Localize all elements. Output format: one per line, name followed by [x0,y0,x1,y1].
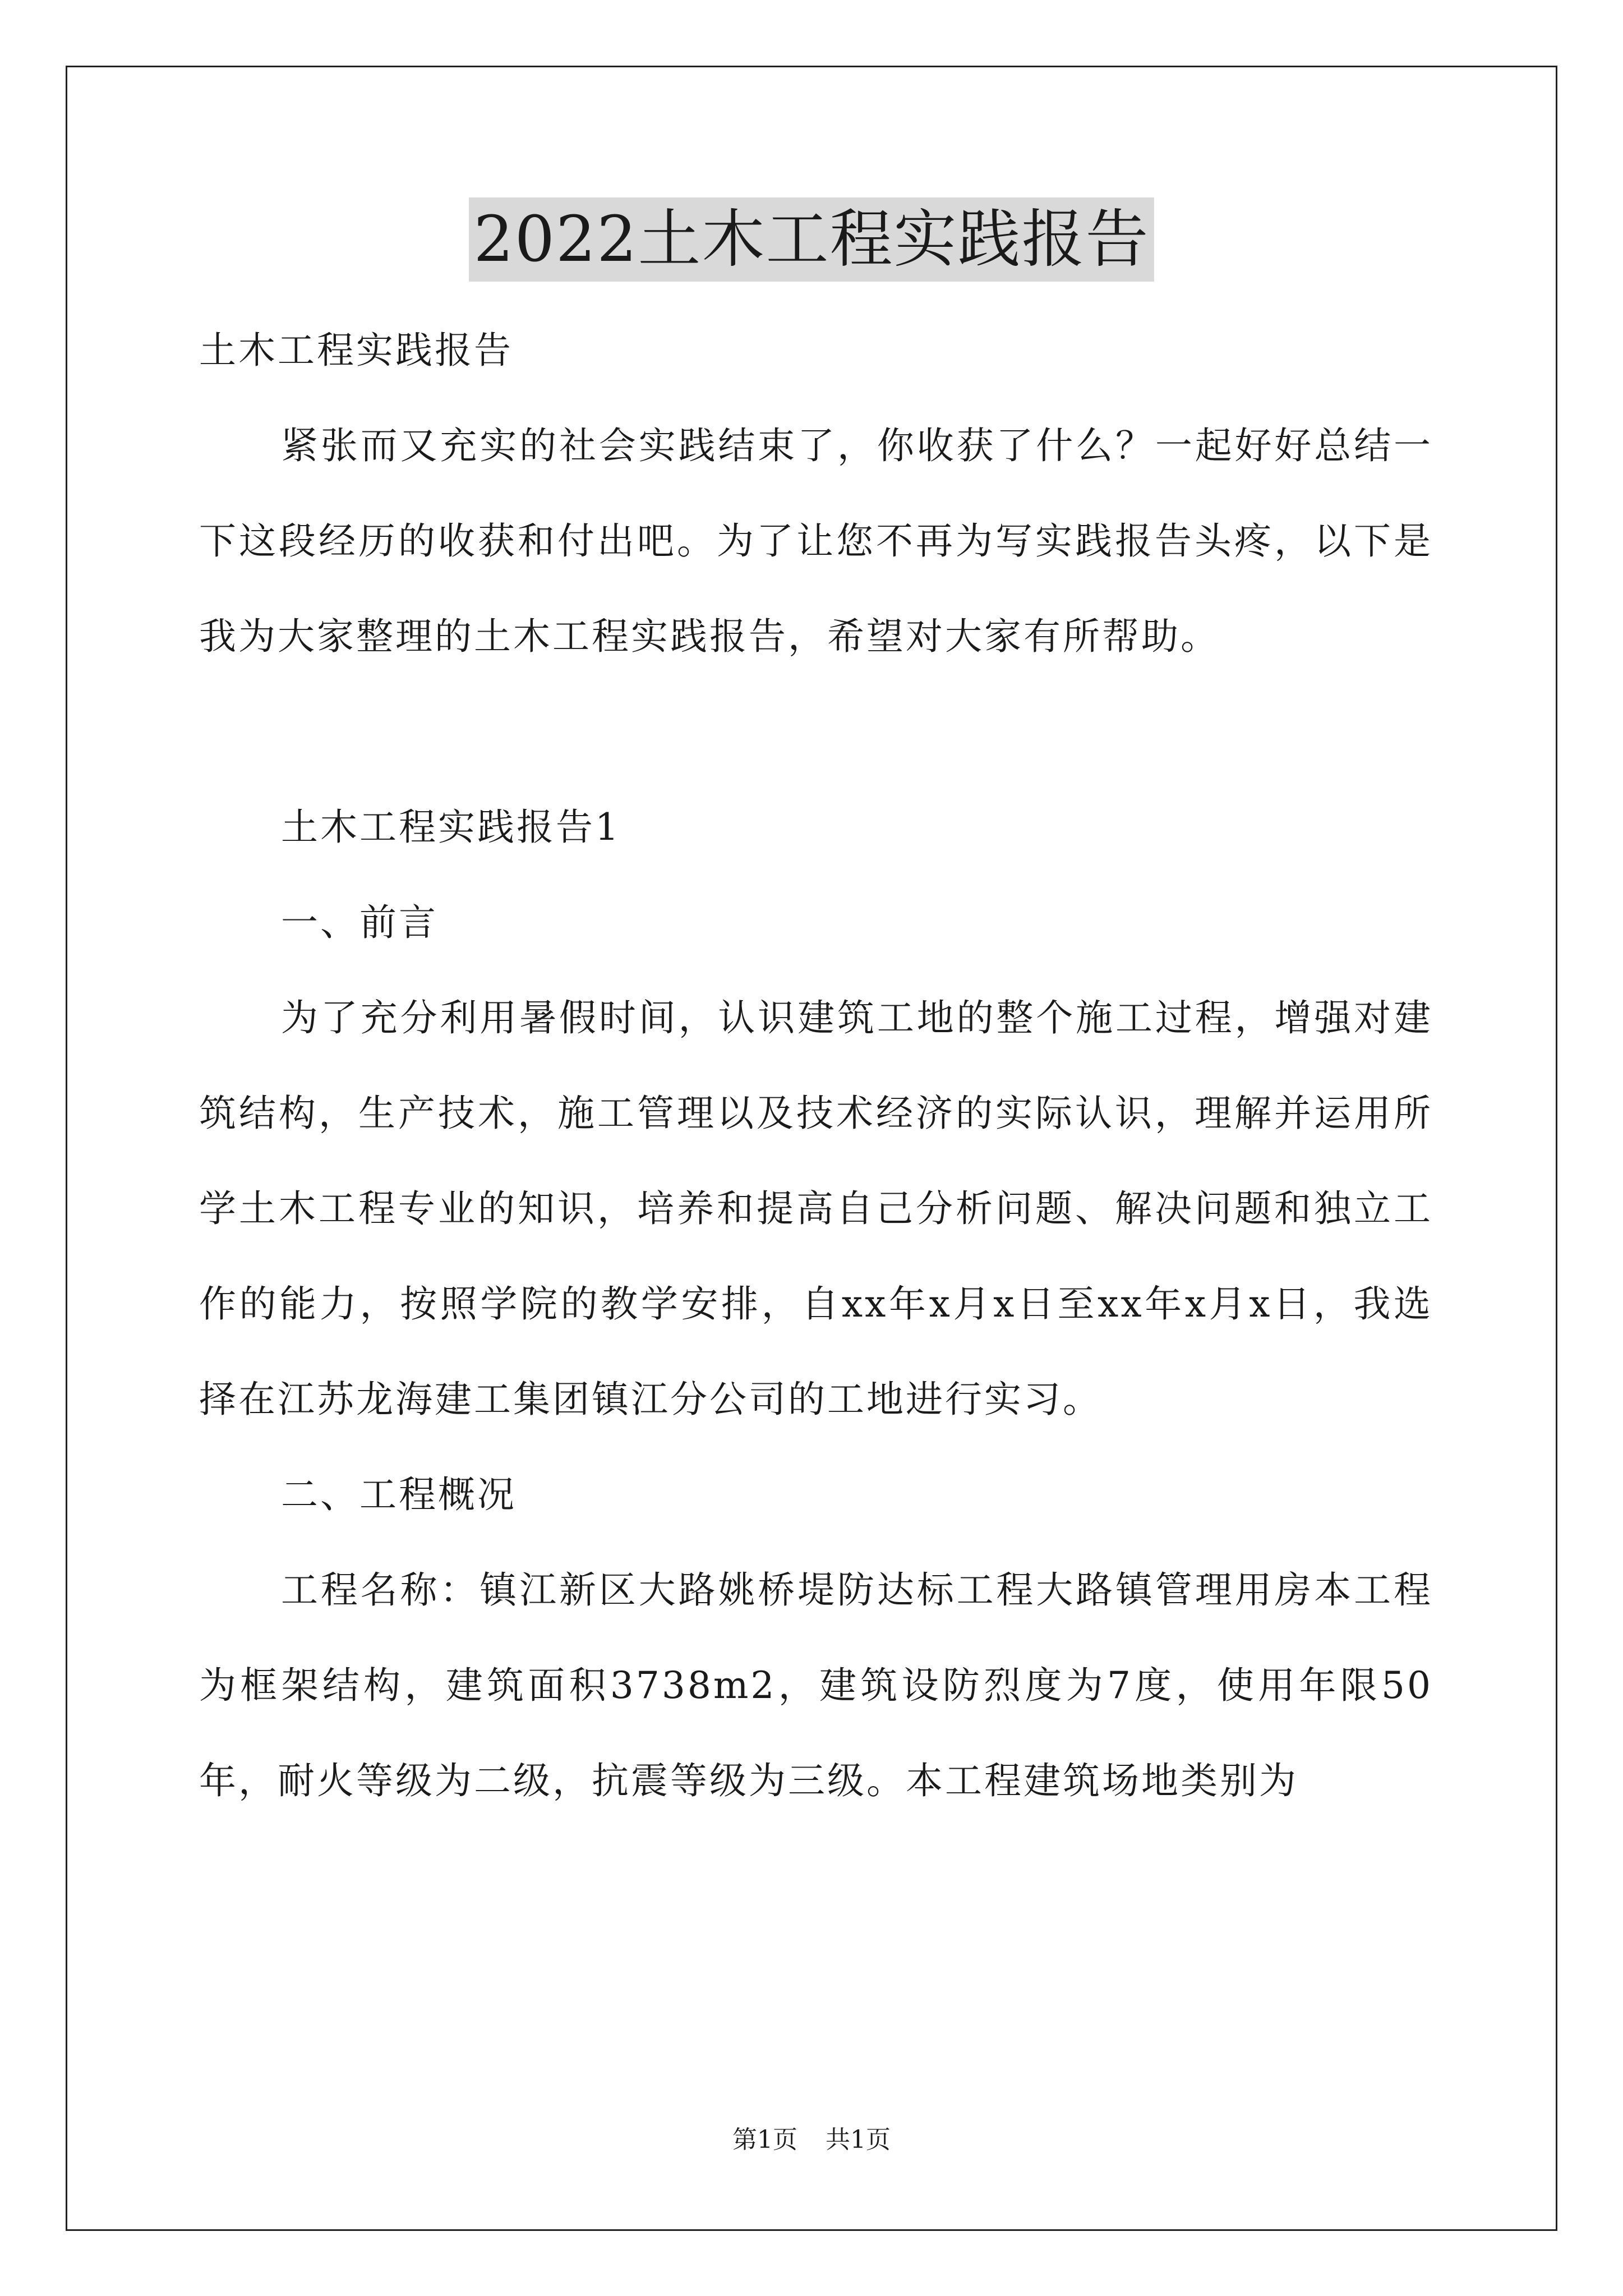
overview-paragraph: 工程名称：镇江新区大路姚桥堤防达标工程大路镇管理用房本工程为框架结构，建筑面积3738m2，建筑设防烈度为7度，使用年限50年，耐火等级为二级，抗震等级为三级。本工程建筑场地类别为 [199,1568,1433,1802]
document-subtitle: 土木工程实践报告 [199,329,513,372]
document-title: 2022土木工程实践报告 [469,197,1154,282]
page-number-current: 第1页 [732,2125,797,2154]
blank-line [199,684,1433,780]
heading-overview: 二、工程概况 [281,1473,517,1516]
section-heading: 土木工程实践报告1 [281,806,621,849]
heading-preface: 一、前言 [281,901,438,944]
document-body [199,303,1433,1829]
page-number-total: 共1页 [826,2125,891,2154]
page-footer [0,2123,1623,2157]
intro-paragraph: 紧张而又充实的社会实践结束了，你收获了什么？一起好好总结一下这段经历的收获和付出吧。为了让您不再为写实践报告头疼，以下是我为大家整理的土木工程实践报告，希望对大家有所帮助。 [199,424,1433,658]
preface-paragraph: 为了充分利用暑假时间，认识建筑工地的整个施工过程，增强对建筑结构，生产技术，施工管理以及技术经济的实际认识，理解并运用所学土木工程专业的知识，培养和提高自己分析问题、解决问题和独立工作的能力，按照学院的教学安排，自xx年x月x日至xx年x月x日，我选择在江苏龙海建工集团镇江分公司的工地进行实习。 [199,996,1433,1421]
title-container [0,197,1623,282]
